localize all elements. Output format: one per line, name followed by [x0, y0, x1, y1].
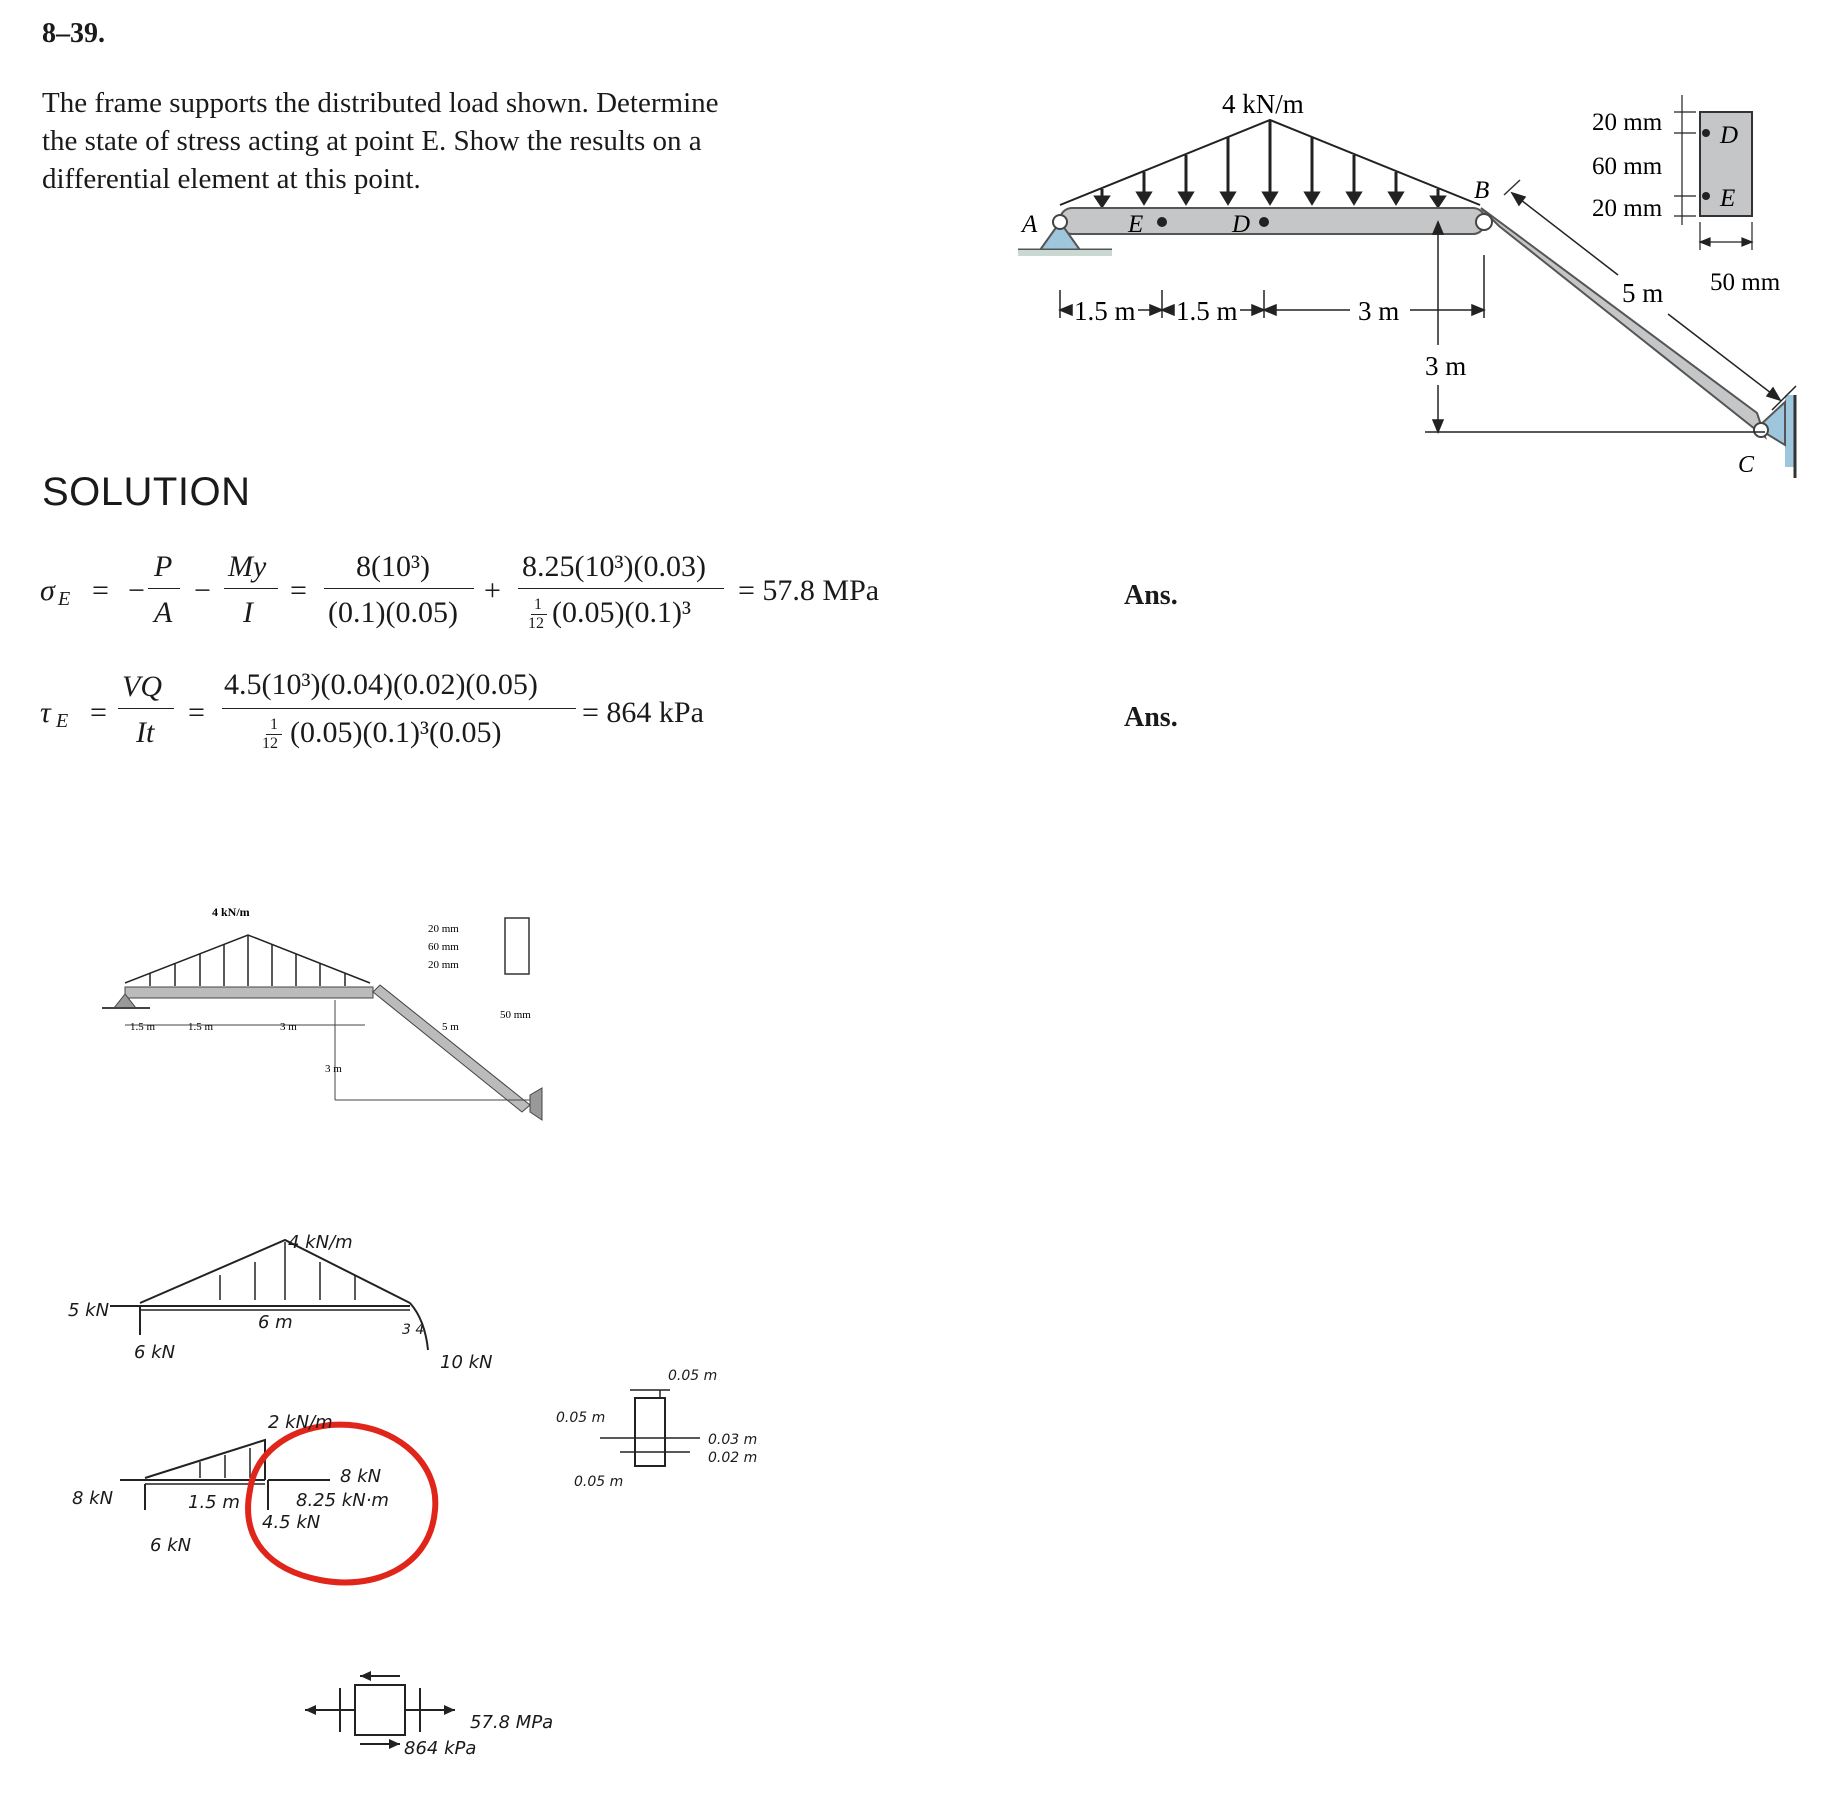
problem-number: 8–39. — [42, 18, 105, 49]
small-dim-vertical: 3 m — [325, 1063, 342, 1075]
small-section-bottom: 20 mm — [428, 959, 459, 971]
beam-AB — [1060, 208, 1485, 234]
small-dim-2: 1.5 m — [188, 1021, 214, 1033]
tau-equals: = — [90, 696, 107, 729]
hand-fbd1-ratio: 3 4 — [402, 1322, 425, 1338]
hand-fbd1-mid: 6 m — [258, 1312, 293, 1333]
sigma-den-1: (0.1)(0.05) — [328, 596, 458, 629]
tau-frac-one: 1 — [270, 716, 278, 733]
hand-fbd2-length: 1.5 m — [188, 1492, 240, 1513]
sigma-den-2: (0.05)(0.1)³ — [552, 596, 691, 629]
label-B: B — [1474, 177, 1490, 204]
frac-It: It — [136, 716, 155, 749]
small-section-width: 50 mm — [500, 1009, 531, 1021]
section-mid: 60 mm — [1592, 153, 1663, 180]
dim-vertical: 3 m — [1425, 351, 1467, 381]
tau-symbol: τ — [40, 696, 51, 729]
sigma-plus: + — [484, 574, 501, 607]
sigma-frac-twelve: 12 — [528, 615, 544, 632]
pin-C — [1754, 423, 1768, 437]
label-A: A — [1022, 211, 1038, 238]
small-frame-figure — [90, 900, 570, 1130]
hand-fbd1-load: 4 kN/m — [288, 1232, 353, 1253]
small-section-mid: 60 mm — [428, 941, 459, 953]
dim-1: 1.5 m — [1074, 296, 1136, 326]
hand-sec-bottom: 0.05 m — [574, 1474, 624, 1490]
section-label-D: D — [1720, 122, 1739, 149]
tau-num: 4.5(10³)(0.04)(0.02)(0.05) — [224, 668, 538, 701]
load-arrows — [1096, 120, 1444, 206]
section-bottom: 20 mm — [1592, 195, 1663, 222]
label-D: D — [1232, 211, 1251, 238]
hand-fbd2-load: 2 kN/m — [268, 1412, 333, 1433]
problem-line-1: The frame supports the distributed load shown. Determine — [42, 87, 719, 119]
hand-fbd1-left-h: 6 kN — [134, 1342, 176, 1363]
vertical-dimension — [1425, 222, 1765, 432]
problem-statement — [42, 84, 872, 198]
sigma-equation — [0, 540, 1835, 640]
tau-subscript: E — [56, 710, 69, 732]
hand-fbd2-V: 4.5 kN — [262, 1512, 321, 1533]
hand-elem-sigma: 57.8 MPa — [470, 1712, 554, 1733]
hand-sec-left: 0.05 m — [556, 1410, 606, 1426]
solution-heading: SOLUTION — [42, 470, 251, 514]
point-D — [1259, 217, 1269, 227]
pin-B — [1476, 214, 1492, 230]
sigma-negative: − — [128, 574, 145, 607]
load-label: 4 kN/m — [1222, 89, 1304, 119]
frame-figure — [1000, 70, 1835, 490]
small-dim-1: 1.5 m — [130, 1021, 156, 1033]
sigma-equals: = — [92, 574, 109, 607]
sigma-result: = 57.8 MPa — [738, 574, 880, 607]
hand-fbd1-right: 10 kN — [440, 1352, 493, 1373]
frac-P: P — [154, 550, 173, 583]
hand-sec-r1: 0.03 m — [708, 1432, 758, 1448]
small-load-label: 4 kN/m — [212, 905, 250, 919]
frac-I: I — [243, 596, 253, 629]
sigma-subscript: E — [58, 588, 71, 610]
tau-ans: Ans. — [1124, 702, 1178, 733]
problem-line-3: differential element at this point. — [42, 163, 421, 195]
sigma-num-1: 8(10³) — [356, 550, 430, 583]
section-width: 50 mm — [1710, 269, 1781, 296]
sigma-frac-one: 1 — [534, 596, 542, 613]
tau-frac-twelve: 12 — [262, 735, 278, 752]
small-section-top: 20 mm — [428, 923, 459, 935]
label-C: C — [1738, 452, 1755, 478]
tau-den: (0.05)(0.1)³(0.05) — [290, 716, 502, 749]
sigma-symbol: σ — [40, 574, 55, 607]
sigma-ans: Ans. — [1124, 580, 1178, 611]
tau-equation — [0, 660, 1835, 760]
hand-sec-r2: 0.02 m — [708, 1450, 758, 1466]
sigma-equals-2: = — [290, 574, 307, 607]
label-E: E — [1128, 211, 1144, 238]
dim-3: 3 m — [1358, 296, 1400, 326]
sigma-minus: − — [194, 574, 211, 607]
hand-fbd-2 — [60, 1420, 460, 1590]
point-E — [1157, 217, 1167, 227]
frac-A: A — [154, 596, 173, 629]
section-top: 20 mm — [1592, 109, 1663, 136]
hand-elem-tau: 864 kPa — [404, 1738, 477, 1759]
frac-VQ: VQ — [122, 670, 162, 703]
section-label-E: E — [1720, 185, 1736, 212]
hand-fbd2-M: 8.25 kN·m — [296, 1490, 389, 1511]
frac-My: My — [228, 550, 267, 583]
dim-member: 5 m — [1622, 278, 1664, 308]
tau-equals-2: = — [188, 696, 205, 729]
dim-2: 1.5 m — [1176, 296, 1238, 326]
hand-fbd2-N: 8 kN — [340, 1466, 382, 1487]
tau-result: = 864 kPa — [582, 696, 704, 729]
hand-sec-top: 0.05 m — [668, 1368, 718, 1384]
hand-fbd2-left: 8 kN — [72, 1488, 114, 1509]
hand-fbd1-left-v: 5 kN — [68, 1300, 110, 1321]
hand-fbd2-bottom: 6 kN — [150, 1535, 192, 1556]
sigma-num-2: 8.25(10³)(0.03) — [522, 550, 706, 583]
problem-line-2: the state of stress acting at point E. Show the results on a — [42, 125, 702, 157]
small-dim-3: 3 m — [280, 1021, 297, 1033]
small-dim-member: 5 m — [442, 1021, 459, 1033]
